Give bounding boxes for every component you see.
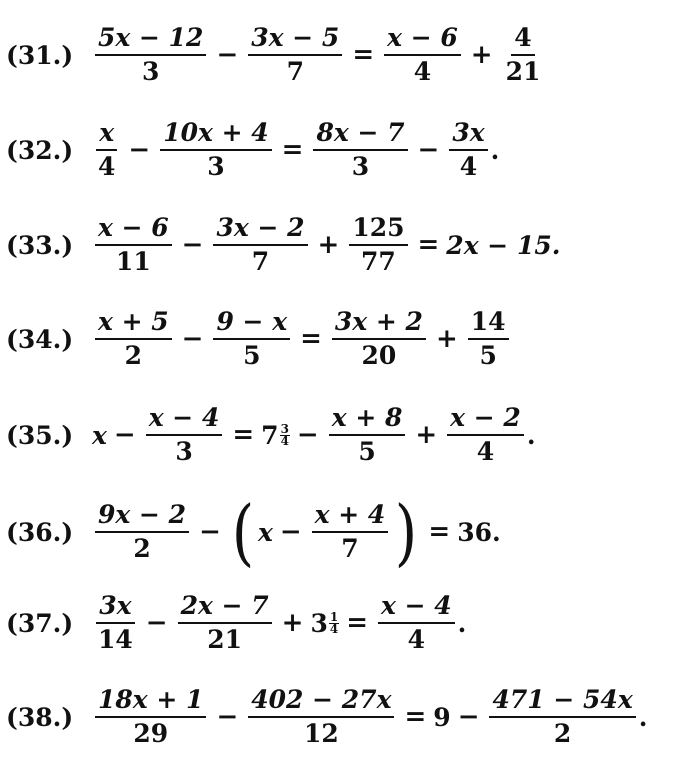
denominator: 77 (361, 247, 396, 276)
equals-sign: = (417, 230, 440, 260)
denominator: 3 (142, 57, 160, 86)
problem-number: (38.) (6, 702, 74, 732)
equation (92, 490, 501, 574)
denominator: 2 (124, 341, 143, 370)
inner-term: x (257, 517, 273, 547)
period: . (638, 702, 648, 732)
fraction (329, 402, 406, 468)
problem-number: (31.) (6, 40, 74, 70)
operator: − (181, 324, 204, 354)
numerator: 9x − 2 (95, 499, 189, 533)
problem-31 (6, 22, 546, 88)
numerator: x + 8 (329, 402, 406, 436)
operator: + (470, 40, 493, 70)
equation (92, 306, 512, 372)
fraction (213, 212, 307, 278)
equals-sign: = (404, 702, 427, 732)
problem-37 (6, 590, 466, 656)
denominator: 21 (505, 57, 541, 86)
problem-number: (32.) (6, 135, 74, 165)
numerator: x (96, 117, 117, 151)
denominator: 3 (207, 152, 225, 181)
denominator: 14 (98, 625, 133, 654)
numerator: x + 5 (95, 306, 172, 340)
operator: − (296, 420, 319, 450)
small-fraction (329, 609, 339, 636)
operator: − (113, 420, 136, 450)
problem-32 (6, 117, 499, 183)
operator: + (317, 230, 340, 260)
operator: − (216, 40, 239, 70)
fraction (160, 117, 271, 183)
numerator: 3x + 2 (332, 306, 426, 340)
mixed-number (261, 421, 290, 450)
fraction (332, 306, 426, 372)
numerator: x − 2 (447, 402, 524, 436)
problem-35 (6, 402, 536, 468)
equals-sign: = (352, 40, 375, 70)
denominator: 5 (243, 341, 261, 370)
equals-sign: = (281, 135, 304, 165)
numerator: x + 4 (312, 499, 389, 533)
mixed-whole: 7 (261, 420, 279, 450)
mixed-whole: 3 (310, 608, 328, 638)
denominator: 5 (358, 437, 376, 466)
right-hand-side: 2x − 15. (446, 230, 561, 260)
denominator: 11 (115, 247, 151, 276)
denominator: 3 (175, 437, 193, 466)
problem-number: (35.) (6, 420, 74, 450)
fraction (248, 22, 342, 88)
denominator: 12 (303, 719, 339, 748)
right-hand-side: 9 (433, 702, 451, 732)
operator: − (128, 135, 151, 165)
numerator: x − 6 (95, 212, 172, 246)
problem-number: (37.) (6, 608, 74, 638)
equals-sign: = (300, 324, 322, 354)
fraction (95, 117, 118, 183)
equation (92, 590, 466, 656)
equals-sign: = (346, 608, 369, 638)
fraction (248, 684, 394, 750)
denominator: 29 (133, 719, 169, 748)
small-numerator: 3 (280, 421, 289, 436)
operator: + (415, 420, 438, 450)
operator: − (199, 517, 221, 547)
numerator: x − 6 (384, 22, 461, 56)
small-denominator: 4 (329, 621, 339, 636)
denominator: 7 (341, 534, 359, 563)
denominator: 4 (459, 152, 478, 181)
small-denominator: 4 (280, 433, 289, 448)
operator: + (435, 324, 458, 354)
equation (92, 22, 546, 88)
numerator: 10x + 4 (160, 117, 271, 151)
right-hand-side: 36. (457, 517, 501, 547)
fraction (213, 306, 290, 372)
fraction (95, 22, 206, 88)
problem-33 (6, 212, 560, 278)
numerator: 3x (96, 590, 134, 624)
fraction (95, 590, 136, 656)
equation (92, 684, 647, 750)
numerator: x − 4 (146, 402, 223, 436)
numerator: 5x − 12 (95, 22, 206, 56)
equation (92, 212, 560, 278)
fraction (95, 499, 189, 565)
period: . (457, 608, 467, 638)
fraction (95, 306, 172, 372)
denominator: 20 (361, 341, 397, 370)
fraction (146, 402, 223, 468)
denominator: 21 (207, 625, 243, 654)
numerator: x − 4 (378, 590, 455, 624)
numerator: 8x − 7 (313, 117, 407, 151)
denominator: 4 (407, 625, 426, 654)
fraction (95, 212, 172, 278)
fraction (95, 684, 206, 750)
problem-number: (36.) (6, 517, 74, 547)
right-parenthesis: ) (395, 490, 418, 574)
equation (92, 402, 536, 468)
numerator: 3x − 5 (248, 22, 342, 56)
problem-36 (6, 490, 501, 574)
numerator: 4 (511, 22, 534, 56)
left-parenthesis: ( (231, 490, 255, 574)
denominator: 3 (351, 152, 370, 181)
denominator: 4 (413, 57, 432, 86)
numerator: 9 − x (213, 306, 290, 340)
operator: − (417, 135, 440, 165)
numerator: 471 − 54x (489, 684, 635, 718)
denominator: 4 (98, 152, 116, 181)
denominator: 4 (476, 437, 495, 466)
operator: + (281, 608, 304, 638)
fraction (378, 590, 455, 656)
fraction (349, 212, 407, 278)
numerator: 2x − 7 (178, 590, 272, 624)
fraction (312, 499, 389, 565)
small-fraction (280, 421, 290, 448)
fraction (313, 117, 407, 183)
problem-38 (6, 684, 647, 750)
operator: − (181, 230, 204, 260)
denominator: 2 (133, 534, 151, 563)
fraction (447, 402, 524, 468)
denominator: 7 (251, 247, 270, 276)
period: . (526, 420, 536, 450)
problem-34 (6, 306, 512, 372)
equation (92, 117, 499, 183)
fraction (468, 306, 509, 372)
equals-sign: = (428, 517, 451, 547)
numerator: 125 (349, 212, 407, 246)
operator: − (216, 702, 239, 732)
denominator: 7 (286, 57, 304, 86)
numerator: 3x − 2 (213, 212, 307, 246)
denominator: 5 (479, 341, 497, 370)
small-numerator: 1 (329, 609, 339, 624)
fraction (489, 684, 635, 750)
numerator: 3x (449, 117, 487, 151)
mixed-number (310, 609, 339, 638)
operator: − (145, 608, 168, 638)
fraction (449, 117, 487, 183)
equals-sign: = (232, 420, 255, 450)
denominator: 2 (553, 719, 572, 748)
operator: − (279, 517, 302, 547)
fraction (178, 590, 272, 656)
operator: − (457, 702, 480, 732)
problem-number: (34.) (6, 324, 74, 354)
leading-term: x (92, 420, 107, 450)
numerator: 402 − 27x (248, 684, 394, 718)
numerator: 14 (468, 306, 509, 340)
fraction (384, 22, 461, 88)
problem-number: (33.) (6, 230, 74, 260)
fraction (503, 22, 544, 88)
period: . (490, 135, 500, 165)
numerator: 18x + 1 (95, 684, 206, 718)
